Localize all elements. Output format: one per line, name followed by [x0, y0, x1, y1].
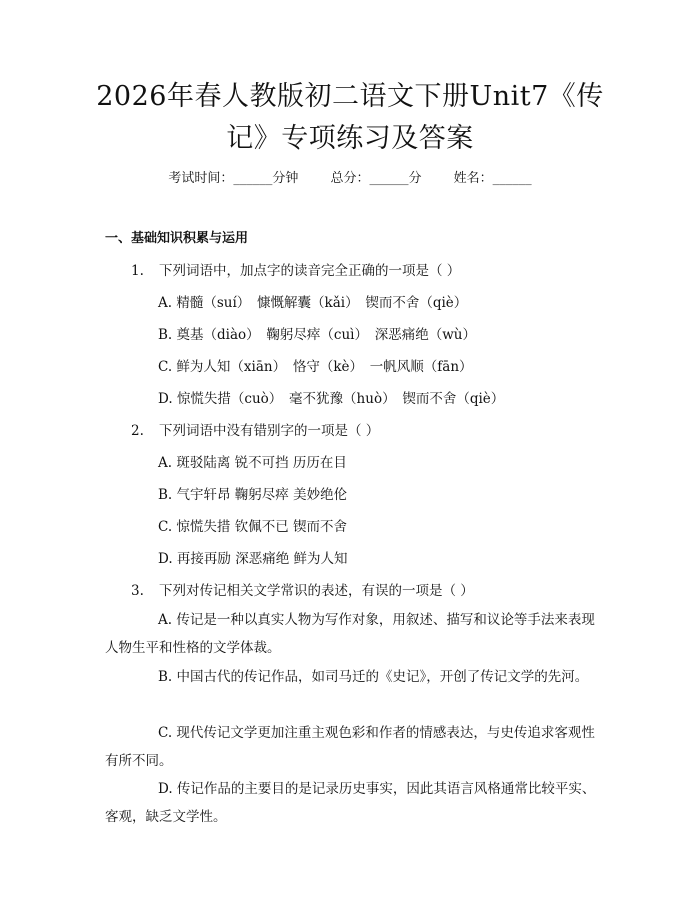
question-1	[131, 262, 460, 280]
question-2-option-c: C. 惊慌失措 钦佩不已 锲而不舍	[158, 519, 348, 535]
exam-info	[0, 170, 700, 188]
question-1-option-d: D. 惊慌失措（cuò） 毫不犹豫（huò） 锲而不舍（qiè）	[158, 391, 505, 407]
section-heading: 一、基础知识积累与运用	[105, 231, 249, 246]
page-title: 2026年春人教版初二语文下册Unit7《传记》专项练习及答案	[96, 81, 604, 154]
question-number: 3.	[131, 583, 144, 599]
question-2-option-a: A. 斑驳陆离 锐不可挡 历历在目	[158, 455, 347, 471]
question-1-option-a: A. 精髓（suí） 慷慨解囊（kǎi） 锲而不舍（qiè）	[158, 295, 468, 311]
question-2	[131, 422, 379, 440]
question-number: 1.	[131, 263, 144, 279]
question-3	[131, 582, 474, 600]
name-field: 姓名：______	[453, 171, 532, 186]
question-stem: 下列词语中没有错别字的一项是（ ）	[159, 423, 380, 439]
total-score-field: 总分：______分	[330, 171, 422, 186]
exam-time-field: 考试时间：______分钟	[168, 171, 299, 186]
question-3-option-c: C. 现代传记文学更加注重主观色彩和作者的情感表达，与史传追求客观性有所不同。	[105, 725, 595, 769]
question-1-option-b: B. 奠基（diào） 鞠躬尽瘁（cuì） 深恶痛绝（wù）	[158, 327, 476, 343]
question-1-option-c: C. 鲜为人知（xiān） 恪守（kè） 一帆风顺（fān）	[158, 359, 473, 375]
question-2-option-b: B. 气宇轩昂 鞠躬尽瘁 美妙绝伦	[158, 487, 348, 503]
question-number: 2.	[131, 423, 144, 439]
question-2-option-d: D. 再接再励 深恶痛绝 鲜为人知	[158, 551, 348, 567]
question-3-option-b: B. 中国古代的传记作品，如司马迁的《史记》，开创了传记文学的先河。	[158, 669, 589, 685]
question-3-option-a: A. 传记是一种以真实人物为写作对象，用叙述、描写和议论等手法来表现人物生平和性格的文学体裁。	[105, 612, 595, 656]
question-stem: 下列词语中，加点字的读音完全正确的一项是（ ）	[159, 263, 461, 279]
question-3-option-d: D. 传记作品的主要目的是记录历史事实，因此其语言风格通常比较平实、客观，缺乏文学性。	[105, 781, 596, 825]
question-stem: 下列对传记相关文学常识的表述，有误的一项是（ ）	[159, 583, 474, 599]
